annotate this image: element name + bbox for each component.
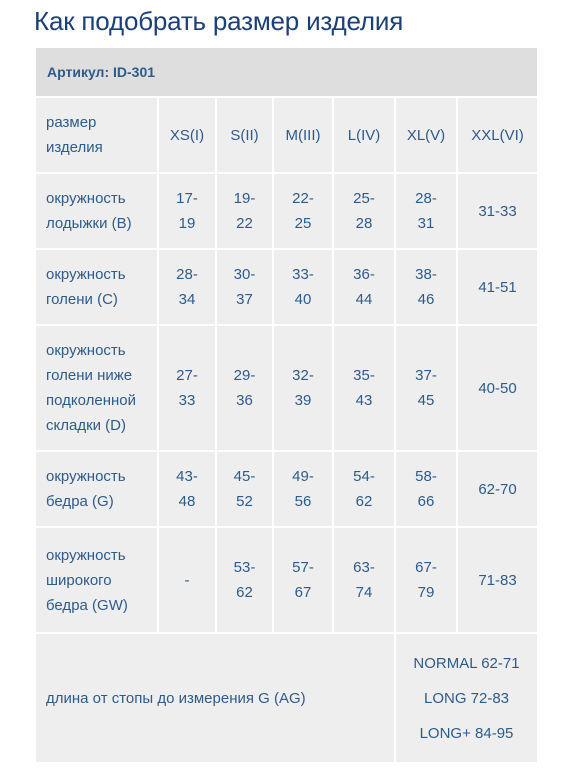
cell-line: 19 <box>178 215 196 232</box>
cell-line: 62 <box>236 584 253 601</box>
table-cell <box>159 528 217 634</box>
cell-line: 62 <box>355 493 373 510</box>
cell-line: 33- <box>292 266 314 283</box>
row-label <box>36 452 159 528</box>
cell-line: 46 <box>417 291 435 308</box>
cell-line: 56 <box>294 493 312 510</box>
cell-line: 71-83 <box>478 571 517 589</box>
page-title: Как подобрать размер изделия <box>34 6 404 36</box>
row-label-line: окружность <box>46 190 126 207</box>
length-value: NORMAL 62-71 <box>413 654 520 672</box>
cell-line: 63- <box>353 559 375 576</box>
table-cell <box>274 250 334 326</box>
row-label-line: окружность <box>46 468 126 485</box>
cell-line: 22- <box>292 190 314 207</box>
table-cell <box>159 174 217 250</box>
cell-line: 34 <box>178 291 196 308</box>
row-label-line: окружность <box>46 266 126 283</box>
cell-line: 49- <box>292 468 314 485</box>
table-cell <box>458 528 537 634</box>
cell-line: 45 <box>417 392 435 409</box>
cell-line: 39 <box>294 392 312 409</box>
table-cell <box>334 250 396 326</box>
cell-line: 62-70 <box>478 480 517 498</box>
table-cell <box>458 452 537 528</box>
size-col-xl: XL(V) <box>396 98 458 174</box>
table-cell <box>458 250 537 326</box>
table-cell <box>396 528 458 634</box>
cell-line: 79 <box>417 584 435 601</box>
cell-line: 58- <box>415 468 437 485</box>
table-cell <box>396 174 458 250</box>
row-label <box>36 250 159 326</box>
length-value: LONG 72-83 <box>423 689 510 707</box>
table-cell <box>274 174 334 250</box>
table-cell <box>217 452 274 528</box>
cell-line: 37- <box>415 367 437 384</box>
table-row <box>36 250 537 326</box>
header-size-label <box>36 98 159 174</box>
cell-line: - <box>184 571 190 589</box>
table-cell <box>396 452 458 528</box>
cell-line: 44 <box>355 291 373 308</box>
cell-line: 45- <box>233 468 256 485</box>
size-col-l: L(IV) <box>334 98 396 174</box>
cell-line: 52 <box>236 493 253 510</box>
cell-line: 27- <box>176 367 198 384</box>
length-label: длина от стопы до измерения G (AG) <box>36 634 396 762</box>
cell-line: 35- <box>353 367 375 384</box>
header-label-line: размер <box>46 114 97 131</box>
cell-line: 17- <box>176 190 198 207</box>
row-label-line: голени (C) <box>46 291 118 308</box>
table-cell <box>217 250 274 326</box>
cell-line: 19- <box>233 190 256 207</box>
table-cell <box>217 528 274 634</box>
row-label-line: окружность <box>46 342 126 359</box>
length-row <box>36 634 537 762</box>
table-cell <box>274 528 334 634</box>
table-row <box>36 452 537 528</box>
table-cell <box>274 326 334 452</box>
cell-line: 25 <box>294 215 312 232</box>
cell-line: 74 <box>355 584 373 601</box>
cell-line: 66 <box>417 493 435 510</box>
cell-line: 28- <box>415 190 437 207</box>
cell-line: 57- <box>292 559 314 576</box>
table-cell <box>274 452 334 528</box>
cell-line: 28 <box>355 215 373 232</box>
row-label-line: окружность <box>46 546 126 564</box>
cell-line: 25- <box>353 190 375 207</box>
table-cell <box>396 250 458 326</box>
cell-line: 30- <box>233 266 256 283</box>
size-col-m: M(III) <box>274 98 334 174</box>
table-cell <box>458 326 537 452</box>
cell-line: 29- <box>233 367 256 384</box>
header-row <box>36 98 537 174</box>
row-label-line: подколенной <box>46 392 137 409</box>
cell-line: 40-50 <box>478 379 517 397</box>
cell-line: 33 <box>178 392 196 409</box>
table-cell <box>458 174 537 250</box>
article-row <box>36 48 537 98</box>
table-cell <box>159 452 217 528</box>
table-cell <box>334 174 396 250</box>
table-cell <box>217 174 274 250</box>
table-row <box>36 528 537 634</box>
table-cell <box>334 528 396 634</box>
table-cell <box>334 452 396 528</box>
row-label <box>36 528 159 634</box>
cell-line: 36 <box>236 392 253 409</box>
row-label <box>36 326 159 452</box>
size-col-s: S(II) <box>217 98 274 174</box>
table-row <box>36 174 537 250</box>
size-col-xxl: XXL(VI) <box>458 98 537 174</box>
length-value: LONG+ 84-95 <box>419 724 514 742</box>
table-cell <box>217 326 274 452</box>
cell-line: 28- <box>176 266 198 283</box>
cell-line: 31-33 <box>478 202 517 220</box>
table-cell <box>159 326 217 452</box>
row-label-line: голени ниже <box>46 367 133 384</box>
cell-line: 38- <box>415 266 437 283</box>
cell-line: 48 <box>178 493 196 510</box>
table-cell <box>159 250 217 326</box>
size-col-xs: XS(I) <box>159 98 217 174</box>
row-label-line: складки (D) <box>46 417 127 434</box>
cell-line: 67 <box>294 584 312 601</box>
cell-line: 40 <box>294 291 312 308</box>
cell-line: 43- <box>176 468 198 485</box>
header-label-line: изделия <box>46 139 103 156</box>
length-values <box>396 634 537 762</box>
cell-line: 37 <box>236 291 253 308</box>
cell-line: 22 <box>236 215 253 232</box>
row-label <box>36 174 159 250</box>
row-label-line: широкого <box>46 571 112 589</box>
size-table <box>36 48 537 762</box>
cell-line: 43 <box>355 392 373 409</box>
cell-line: 41-51 <box>478 278 517 296</box>
cell-line: 54- <box>353 468 375 485</box>
cell-line: 31 <box>417 215 435 232</box>
cell-line: 32- <box>292 367 314 384</box>
row-label-line: лодыжки (B) <box>46 215 132 232</box>
table-cell <box>396 326 458 452</box>
table-row <box>36 326 537 452</box>
cell-line: 36- <box>353 266 375 283</box>
row-label-line: бедра (G) <box>46 493 114 510</box>
article-label: Артикул: ID-301 <box>36 48 537 98</box>
table-cell <box>334 326 396 452</box>
cell-line: 67- <box>415 559 437 576</box>
cell-line: 53- <box>233 559 256 576</box>
row-label-line: бедра (GW) <box>46 596 128 614</box>
